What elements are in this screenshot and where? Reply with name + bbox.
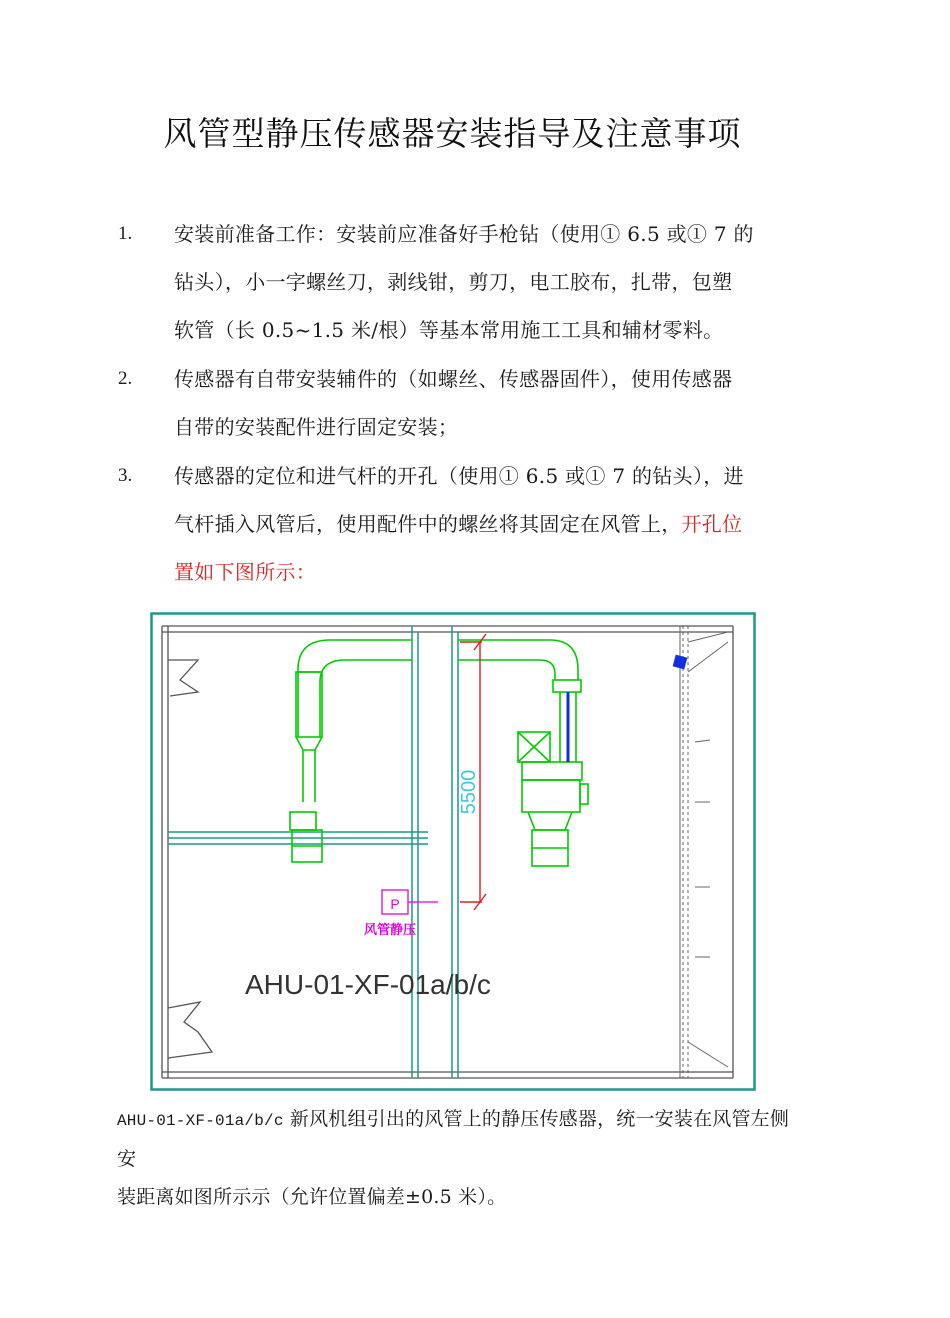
figure-caption: [117, 1100, 807, 1216]
item-number: 1.: [118, 223, 133, 244]
valve-marker: [673, 655, 688, 670]
unit-label: AHU-01-XF-01a/b/c: [245, 969, 491, 1000]
list-item-1: [118, 210, 798, 354]
item-number: 2.: [118, 368, 133, 389]
item-line: 钻头），小一字螺丝刀，剥线钳，剪刀，电工胶布，扎带，包塑: [174, 270, 733, 294]
caption-text: 新风机组引出的风管上的静压传感器，统一安装在风管左侧安: [117, 1108, 790, 1170]
diagram-frame: [152, 614, 755, 1090]
right-shaft: [680, 626, 728, 1078]
item-line-highlight: 置如下图所示：: [174, 560, 317, 584]
sensor-letter: P: [390, 896, 400, 912]
left-branch-duct: [290, 640, 412, 862]
item-line: 传感器的定位和进气杆的开孔（使用① 6.5 或① 7 的钻头），进: [174, 464, 744, 488]
list-item-3: [118, 452, 798, 596]
pressure-sensor: [364, 890, 438, 938]
item-line: 自带的安装配件进行固定安装；: [174, 415, 459, 439]
dimension-text: 5500: [458, 769, 480, 815]
highlight-text: 开孔位: [681, 512, 743, 536]
caption-line-2: 装距离如图所示示（允许位置偏差±0.5 米）。: [117, 1186, 507, 1208]
item-line: [174, 500, 798, 548]
room-walls: [162, 626, 733, 1078]
sensor-label: 风管静压: [363, 923, 417, 938]
caption-line-1: [117, 1100, 807, 1178]
item-line-text: 气杆插入风管后，使用配件中的螺丝将其固定在风管上，: [174, 512, 682, 536]
item-line: 传感器有自带安装辅件的（如螺丝、传感器固件），使用传感器: [174, 367, 733, 391]
installation-diagram: [150, 612, 756, 1091]
main-duct: [168, 626, 458, 1078]
item-line: 软管（长 0.5~1.5 米/根）等基本常用施工工具和辅材零料。: [174, 318, 724, 342]
item-number: 3.: [118, 465, 133, 486]
caption-code: AHU-01-XF-01a/b/c: [117, 1112, 284, 1130]
page-title: 风管型静压传感器安装指导及注意事项: [163, 114, 742, 153]
item-line: 安装前准备工作：安装前应准备好手枪钻（使用① 6.5 或① 7 的: [174, 222, 754, 246]
list-item-2: [118, 355, 798, 451]
